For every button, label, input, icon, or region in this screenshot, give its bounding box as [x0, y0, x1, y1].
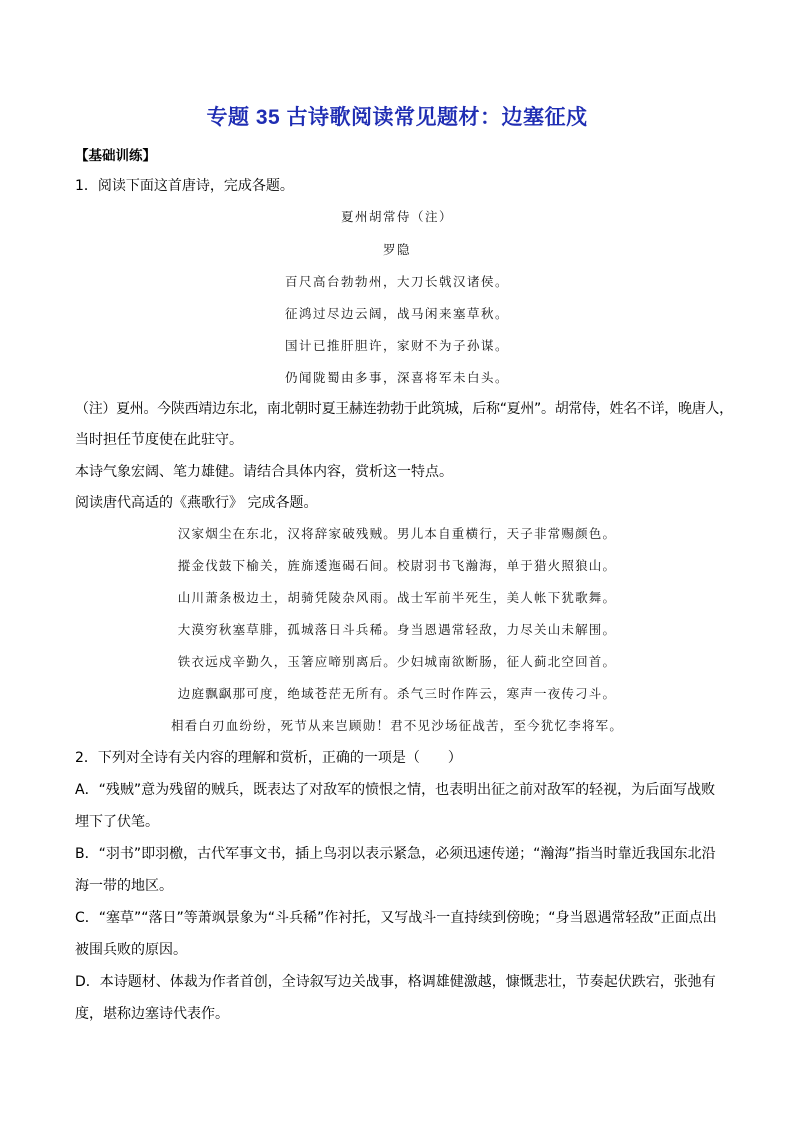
q1-prompt: 1．阅读下面这首唐诗，完成各题。 [75, 178, 294, 194]
poem-line: 山川萧条极边土，胡骑凭陵杂风雨。战士军前半死生，美人帐下犹歌舞。 [177, 590, 617, 605]
poem-title: 夏州胡常侍（注） [340, 209, 453, 224]
section-tag: 【基础训练】 [75, 148, 156, 164]
poem-line: 汉家烟尘在东北，汉将辞家破残贼。男儿本自重横行，天子非常赐颜色。 [177, 526, 617, 541]
q2-intro: 阅读唐代高适的《燕歌行》 完成各题。 [75, 495, 318, 511]
poem-author: 罗隐 [382, 242, 411, 257]
poem-line: 铁衣远戍辛勤久，玉箸应啼别离后。少妇城南欲断肠，征人蓟北空回首。 [177, 654, 617, 669]
poem-line: 边庭飘飖那可度，绝域苍茫无所有。杀气三时作阵云，寒声一夜传刁斗。 [177, 686, 617, 701]
option-b: B．“羽书”即羽檄，古代军事文书，插上鸟羽以表示紧急，必须迅速传递；“瀚海”指当时靠近我国东北沿海一带的地区。 [75, 846, 716, 894]
poem-line: 征鸿过尽边云阔，战马闲来塞草秋。 [284, 306, 509, 321]
note-line: （注）夏州。今陕西靖边东北，南北朝时夏王赫连勃勃于此筑城，后称“夏州”。胡常侍，姓名不详，晚唐人， [75, 401, 733, 417]
note-line: 当时担任节度使在此驻守。 [75, 432, 243, 448]
poem-line: 国计已推肝胆许，家财不为子孙谋。 [284, 338, 509, 353]
page-title: 专题 35 古诗歌阅读常见题材：边塞征戍 [206, 106, 588, 129]
poem-line: 大漠穷秋塞草腓，孤城落日斗兵稀。身当恩遇常轻敌，力尽关山未解围。 [177, 622, 617, 637]
poem-line: 百尺高台勃勃州，大刀长戟汉诸侯。 [284, 274, 509, 289]
option-a: A．“残贼”意为残留的贼兵，既表达了对敌军的愤恨之情，也表明出征之前对敌军的轻视，为后面写战败埋下了伏笔。 [75, 782, 716, 830]
option-d: D．本诗题材、体裁为作者首创，全诗叙写边关战事，格调雄健激越，慷慨悲壮，节奏起伏跌宕，张弛有度，堪称边塞诗代表作。 [75, 974, 716, 1022]
poem-line: 摐金伐鼓下榆关，旌旆逶迤碣石间。校尉羽书飞瀚海，单于猎火照狼山。 [177, 558, 617, 573]
poem-line: 相看白刃血纷纷，死节从来岂顾勋！君不见沙场征战苦，至今犹忆李将军。 [170, 718, 624, 733]
q1-question: 本诗气象宏阔、笔力雄健。请结合具体内容，赏析这一特点。 [75, 464, 453, 480]
option-c: C．“塞草”“落日”等萧飒景象为“斗兵稀”作衬托，又写战斗一直持续到傍晚；“身当恩遇常轻敌”正面点出被围兵败的原因。 [75, 910, 717, 958]
q2-question: 2．下列对全诗有关内容的理解和赏析，正确的一项是（ ） [75, 750, 462, 766]
poem-line: 仍闻陇蜀由多事，深喜将军未白头。 [284, 370, 509, 385]
